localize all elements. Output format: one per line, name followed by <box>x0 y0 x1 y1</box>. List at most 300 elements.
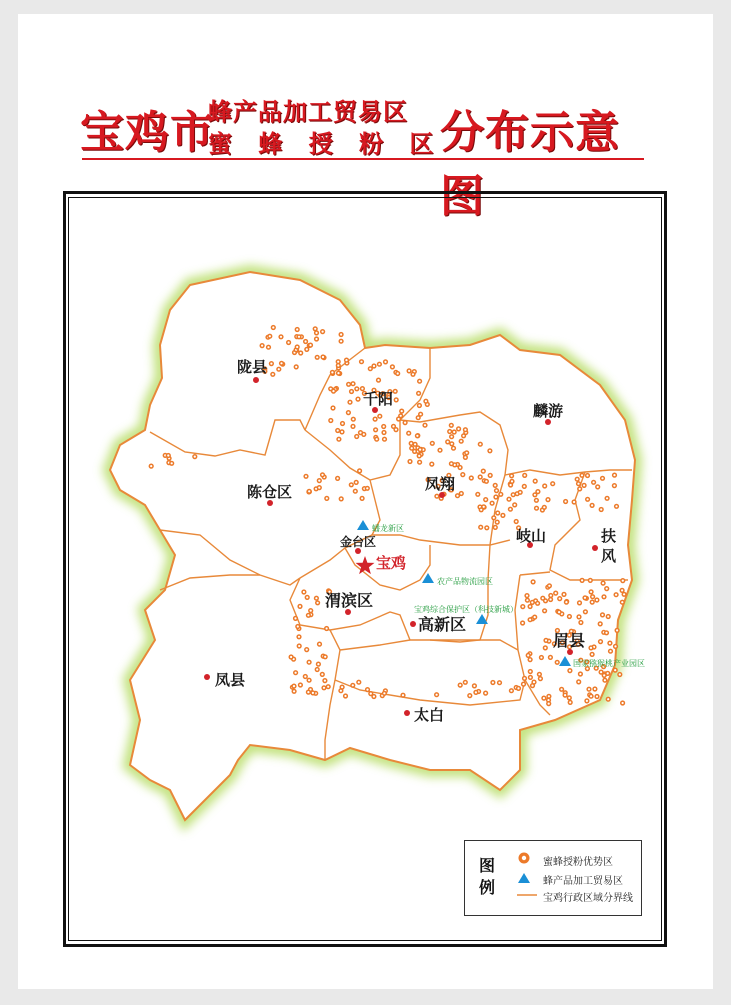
flower-icon <box>297 604 302 609</box>
flower-icon <box>357 468 362 473</box>
flower-icon <box>493 483 498 488</box>
flower-icon <box>512 502 517 507</box>
flower-icon <box>314 596 319 601</box>
flower-icon <box>568 700 573 705</box>
flower-icon <box>483 691 488 696</box>
flower-icon <box>279 361 284 366</box>
flower-icon <box>359 359 364 364</box>
flower-icon <box>463 680 468 685</box>
flower-icon <box>577 600 582 605</box>
flower-icon <box>314 330 319 335</box>
flower-icon <box>594 597 599 602</box>
flower-icon <box>295 624 300 629</box>
flower-icon <box>546 701 551 706</box>
trade-zone-label-bonded: 宝鸡综合保护区（科技新城） <box>414 605 518 614</box>
flower-icon <box>289 654 294 659</box>
flower-icon <box>590 652 595 657</box>
flower-icon <box>604 586 609 591</box>
district-label-fufeng-1: 扶 <box>601 527 617 545</box>
flower-icon <box>320 354 325 359</box>
district-label-weibin: 渭滨区 <box>325 591 374 610</box>
flower-icon <box>349 482 354 487</box>
flower-icon <box>340 421 345 426</box>
flower-icon <box>314 336 319 341</box>
flower-icon <box>270 372 275 377</box>
flower-icon <box>564 600 569 605</box>
flower-icon <box>394 397 399 402</box>
flower-icon <box>520 604 525 609</box>
flower-icon <box>604 630 609 635</box>
flower-icon <box>540 596 545 601</box>
flower-icon <box>601 581 606 586</box>
flower-icon <box>590 503 595 508</box>
flower-icon <box>374 437 379 442</box>
flower-icon <box>344 358 349 363</box>
flower-icon <box>528 675 533 680</box>
flower-icon <box>409 446 414 451</box>
city-dot-fufeng <box>592 545 598 551</box>
flower-icon <box>407 368 412 373</box>
flower-icon <box>429 462 434 467</box>
flower-icon <box>528 669 533 674</box>
flower-icon <box>373 427 378 432</box>
flower-icon <box>475 492 480 497</box>
flower-icon <box>393 389 398 394</box>
flower-icon <box>478 525 483 530</box>
flower-icon <box>382 437 387 442</box>
title-distribution-map: 分布示意图 <box>440 107 620 222</box>
flower-icon <box>355 397 360 402</box>
flower-icon <box>368 691 373 696</box>
flower-icon <box>541 696 546 701</box>
flower-icon <box>373 417 378 422</box>
flower-icon <box>322 678 327 683</box>
legend-label-trade: 蜂产品加工贸易区 <box>543 876 623 887</box>
flower-icon <box>494 488 499 493</box>
flower-icon <box>353 489 358 494</box>
flower-icon <box>317 478 322 483</box>
flower-icon <box>339 496 344 501</box>
flower-icon <box>413 442 418 447</box>
flower-icon <box>460 472 465 477</box>
flower-icon <box>458 683 463 688</box>
flower-icon <box>324 496 329 501</box>
flower-icon <box>605 496 610 501</box>
flower-icon <box>324 626 329 631</box>
flower-icon <box>578 620 583 625</box>
flower-icon <box>347 400 352 405</box>
flower-icon <box>555 660 560 665</box>
flower-icon <box>350 381 355 386</box>
flower-icon <box>278 334 283 339</box>
flower-icon <box>561 592 566 597</box>
flower-icon <box>542 608 547 613</box>
flower-icon <box>576 481 581 486</box>
flower-icon <box>557 610 562 615</box>
flower-icon <box>606 697 611 702</box>
legend-title: 图例 <box>479 856 496 897</box>
flower-icon <box>304 347 309 352</box>
flower-icon <box>606 614 611 619</box>
flower-icon <box>276 367 281 372</box>
flower-icon <box>497 680 502 685</box>
flower-icon <box>294 364 299 369</box>
flower-icon <box>493 525 498 530</box>
flower-icon <box>608 649 613 654</box>
flower-icon <box>267 334 272 339</box>
flower-icon <box>320 329 325 334</box>
flower-icon <box>320 672 325 677</box>
flower-icon <box>491 515 496 520</box>
flower-icon <box>575 477 580 482</box>
flower-icon <box>349 389 354 394</box>
flower-icon <box>524 593 529 598</box>
flower-icon <box>543 638 548 643</box>
flower-icon <box>317 485 322 490</box>
flower-icon <box>473 690 478 695</box>
flower-icon <box>532 615 537 620</box>
flower-icon <box>295 344 300 349</box>
flower-icon <box>617 672 622 677</box>
flower-icon <box>166 453 171 458</box>
flower-icon <box>599 507 604 512</box>
flower-icon <box>417 379 422 384</box>
flower-icon <box>534 506 539 511</box>
flower-icon <box>343 693 348 698</box>
flower-icon <box>584 698 589 703</box>
flower-icon <box>615 628 620 633</box>
flower-icon <box>583 609 588 614</box>
flower-icon <box>620 600 625 605</box>
flower-icon <box>354 480 359 485</box>
legend-label-pollination: 蜜蜂授粉优势区 <box>543 857 613 868</box>
flower-icon <box>585 497 590 502</box>
flower-icon <box>336 371 341 376</box>
flower-icon <box>495 510 500 515</box>
flower-icon <box>407 459 412 464</box>
flower-icon <box>528 617 533 622</box>
flower-icon <box>516 686 521 691</box>
flower-icon <box>307 678 312 683</box>
flower-icon <box>354 434 359 439</box>
flower-icon <box>487 448 492 453</box>
flower-icon <box>490 680 495 685</box>
flower-icon <box>295 327 300 332</box>
flower-icon <box>620 578 625 583</box>
flower-icon <box>557 596 562 601</box>
flower-icon <box>464 450 469 455</box>
capital-label: 宝鸡 <box>376 554 407 572</box>
flower-icon <box>449 423 454 428</box>
flower-icon <box>548 597 553 602</box>
flower-icon <box>452 429 457 434</box>
flower-icon <box>410 372 415 377</box>
flower-icon <box>601 594 606 599</box>
flower-icon <box>612 473 617 478</box>
flower-icon <box>607 641 612 646</box>
flower-icon <box>620 700 625 705</box>
flower-icon <box>149 464 154 469</box>
flower-icon <box>266 345 271 350</box>
flower-icon <box>600 612 605 617</box>
title-city: 宝鸡市 <box>80 107 215 158</box>
flower-icon <box>520 620 525 625</box>
flower-icon <box>271 325 276 330</box>
flower-icon <box>350 683 355 688</box>
flower-icon <box>350 424 355 429</box>
flower-icon <box>484 525 489 530</box>
flower-icon <box>506 497 511 502</box>
district-label-qianyang: 千阳 <box>363 390 394 408</box>
flower-icon <box>301 589 306 594</box>
flower-icon <box>483 497 488 502</box>
flower-icon <box>588 645 593 650</box>
district-label-taibai: 太白 <box>414 706 445 724</box>
flower-icon <box>269 361 274 366</box>
flower-icon <box>598 639 603 644</box>
flower-icon <box>508 507 513 512</box>
flower-icon <box>613 644 618 649</box>
flower-icon <box>550 481 555 486</box>
flower-icon <box>340 685 345 690</box>
flower-icon <box>381 430 386 435</box>
flower-icon <box>417 453 422 458</box>
flower-icon <box>415 433 420 438</box>
flower-icon <box>308 343 313 348</box>
flower-icon <box>490 501 495 506</box>
flower-icon <box>612 483 617 488</box>
flower-icon <box>590 600 595 605</box>
flower-icon <box>589 589 594 594</box>
flower-icon <box>286 340 291 345</box>
city-dot-gaoxin <box>410 621 416 627</box>
flower-icon <box>463 455 468 460</box>
flower-icon <box>478 442 483 447</box>
flower-icon <box>590 594 595 599</box>
flower-icon <box>586 687 591 692</box>
flower-icon <box>330 370 335 375</box>
district-label-gaoxin: 高新区 <box>418 615 467 634</box>
flower-icon <box>335 476 340 481</box>
flower-icon <box>323 654 328 659</box>
flower-icon <box>533 479 538 484</box>
flower-icon <box>509 479 514 484</box>
flower-icon <box>576 679 581 684</box>
district-label-fufeng-2: 风 <box>601 547 617 565</box>
district-label-longxian: 陇县 <box>237 358 268 376</box>
flower-icon <box>293 670 298 675</box>
flower-icon <box>304 647 309 652</box>
flower-icon <box>307 660 312 665</box>
district-label-chencang: 陈仓区 <box>247 483 293 501</box>
flower-icon <box>592 686 597 691</box>
flower-icon <box>500 513 505 518</box>
flower-icon <box>614 504 619 509</box>
flower-icon <box>594 694 599 699</box>
district-label-meixian: 眉县 <box>553 631 586 650</box>
flower-icon <box>328 418 333 423</box>
flower-icon <box>528 657 533 662</box>
flower-icon <box>192 454 197 459</box>
trade-zone-label-panlong: 蟠龙新区 <box>372 524 404 533</box>
flower-icon <box>518 490 523 495</box>
flower-icon <box>455 493 460 498</box>
flower-icon <box>169 461 174 466</box>
flower-icon <box>339 429 344 434</box>
flower-icon <box>498 492 503 497</box>
flower-icon <box>292 689 297 694</box>
flower-icon <box>416 415 421 420</box>
flower-icon <box>563 499 568 504</box>
flower-icon <box>511 492 516 497</box>
flower-icon <box>377 414 382 419</box>
flower-icon <box>434 692 439 697</box>
flower-icon <box>331 389 336 394</box>
flower-icon <box>365 687 370 692</box>
flower-icon <box>317 642 322 647</box>
flower-icon <box>572 499 577 504</box>
flower-icon <box>595 484 600 489</box>
flower-icon <box>577 486 582 491</box>
flower-icon <box>585 473 590 478</box>
flower-icon <box>320 472 325 477</box>
flower-icon <box>416 391 421 396</box>
flower-icon <box>303 674 308 679</box>
flower-icon <box>399 409 404 414</box>
flower-icon <box>509 473 514 478</box>
flower-icon <box>589 694 594 699</box>
flower-icon <box>588 578 593 583</box>
flower-icon <box>315 355 320 360</box>
flower-icon <box>525 598 530 603</box>
flower-icon <box>260 343 265 348</box>
flower-icon <box>469 475 474 480</box>
flower-icon <box>467 693 472 698</box>
flower-icon <box>371 363 376 368</box>
flower-icon <box>308 608 313 613</box>
flower-icon <box>579 473 584 478</box>
flower-icon <box>360 496 365 501</box>
flower-icon <box>417 460 422 465</box>
flower-icon <box>459 439 464 444</box>
flower-icon <box>383 359 388 364</box>
flower-icon <box>600 476 605 481</box>
flower-icon <box>400 693 405 698</box>
flower-icon <box>321 685 326 690</box>
flower-icon <box>472 683 477 688</box>
flower-icon <box>578 671 583 676</box>
flower-icon <box>488 473 493 478</box>
flower-icon <box>330 405 335 410</box>
title-trade-zone: 蜂产品加工贸易区 <box>208 97 408 126</box>
flower-icon <box>514 519 519 524</box>
flower-icon <box>354 386 359 391</box>
flower-icon <box>406 431 411 436</box>
title-pollination-zone: 蜜 蜂 授 粉 区 <box>208 129 443 158</box>
legend-label-boundary: 宝鸡行政区域分界线 <box>543 893 633 904</box>
flower-icon <box>535 489 540 494</box>
city-dot-longxian <box>253 377 259 383</box>
flower-icon <box>307 489 312 494</box>
flower-icon <box>547 583 552 588</box>
flower-icon <box>377 362 382 367</box>
flower-icon <box>456 426 461 431</box>
flower-icon <box>542 483 547 488</box>
flower-icon <box>620 588 625 593</box>
flower-icon <box>582 595 587 600</box>
flower-icon <box>484 479 489 484</box>
flower-icon <box>291 684 296 689</box>
flower-icon <box>418 447 423 452</box>
flower-icon <box>493 494 498 499</box>
flower-icon <box>382 691 387 696</box>
flower-icon <box>336 363 341 368</box>
trade-zone-label-logistics: 农产品物流园区 <box>437 577 493 586</box>
flower-icon <box>336 437 341 442</box>
triangle-icon <box>517 872 531 884</box>
flower-icon <box>449 434 454 439</box>
flower-icon <box>478 474 483 479</box>
flower-icon <box>339 339 344 344</box>
flower-icon <box>303 474 308 479</box>
district-label-linyou: 麟游 <box>533 402 564 420</box>
flower-icon <box>495 520 500 525</box>
flower-icon <box>403 420 408 425</box>
flower-icon <box>298 682 303 687</box>
flower-icon <box>591 480 596 485</box>
district-label-qishan: 岐山 <box>516 527 547 545</box>
flower-icon <box>316 662 321 667</box>
flower-icon <box>576 614 581 619</box>
flower-icon <box>351 417 356 422</box>
flower-icon <box>535 601 540 606</box>
flower-icon <box>417 403 422 408</box>
flower-icon <box>531 680 536 685</box>
flower-icon <box>293 616 298 621</box>
flower-icon <box>602 678 607 683</box>
flower-icon <box>449 461 454 466</box>
flower-icon <box>447 429 452 434</box>
legend <box>464 840 642 916</box>
flower-icon <box>461 433 466 438</box>
flower-icon <box>567 695 572 700</box>
flower-icon <box>531 579 536 584</box>
flower-icon <box>545 497 550 502</box>
district-label-fengxian: 凤县 <box>215 671 246 689</box>
flower-icon <box>481 504 486 509</box>
district-label-jintai: 金台区 <box>340 535 377 549</box>
flower-icon <box>582 483 587 488</box>
flower-icon <box>356 680 361 685</box>
flower-icon <box>398 413 403 418</box>
flower-icon <box>297 643 302 648</box>
flower-icon <box>346 382 351 387</box>
flower-icon <box>517 851 531 865</box>
city-dot-fengxian <box>204 674 210 680</box>
flower-icon <box>395 371 400 376</box>
flower-icon <box>434 494 439 499</box>
flower-icon <box>614 592 619 597</box>
flower-icon <box>463 427 468 432</box>
flower-icon <box>481 469 486 474</box>
flower-icon <box>598 621 603 626</box>
flower-icon <box>310 690 315 695</box>
flower-icon <box>538 676 543 681</box>
flower-icon <box>339 332 344 337</box>
flower-icon <box>423 399 428 404</box>
flower-icon <box>390 364 395 369</box>
flower-icon <box>537 672 542 677</box>
